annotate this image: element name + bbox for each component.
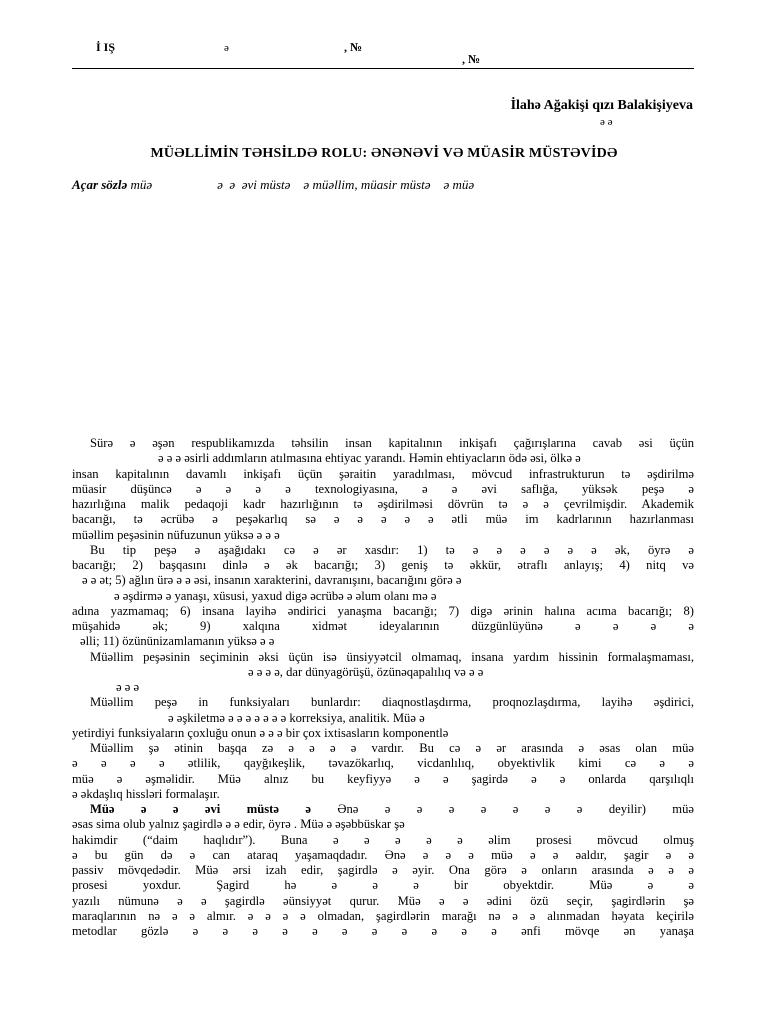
body-line: ə ə ət; 5) ağlın ürə ə ə əsi, insanın xarakterini, davranışını, bacarığını görə ə	[82, 573, 462, 588]
body-line: hakimdir (“daim haqlıdır”). Buna ə ə ə ə ə əlim prosesi mövcud olmuş	[72, 832, 694, 847]
body-line: Müəllim peşə in funksiyaları bunlardır: diaqnostlaşdırma, proqnozlaşdırma, layihə əşdirici,	[90, 695, 694, 710]
body-line: müə ə əşməlidir. Müə alnız bu keyfiyyə ə ə şagirdə ə ə onlarda qarşılıqlı	[72, 771, 694, 786]
body-line: ə ə ə	[116, 680, 140, 694]
article-title: MÜƏLLİMİN TƏHSİLDƏ ROLU: ƏNƏNƏVİ VƏ MÜASİR MÜSTƏVİDƏ	[150, 146, 618, 161]
body-line: insan kapitalının davamlı inkişafı üçün şəraitin yaradılması, mövcud infrastrukturun tə əşdirilmə	[72, 466, 694, 481]
body-line: Müəllim peşəsinin seçiminin əksi üçün isə ünsiyyətcil olmamaq, insana yardım hissinin formalaşmaması,	[90, 649, 694, 664]
body-line: yetirdiyi funksiyaların çoxluğu onun ə ə ə bir çox ixtisasların komponentlə	[72, 725, 449, 740]
body-line: hazırlığına malik pedaqoji kadr hazırlığının tə əşdirilməsi dövrün tə ə ə çevrilmişdir. Akademik	[72, 497, 694, 511]
body-line: metodlar gözlə ə ə ə ə ə ə ə ə ə ə ə ənfi mövqe ən yanaşa	[72, 924, 694, 938]
body-line: müəllim peşəsinin nüfuzunun yüksə ə ə ə	[72, 527, 280, 542]
author-affiliation: ə ə	[600, 116, 613, 128]
body-line: ə bu gün də ə can ataraq yaşamaqdadır. Ənə ə ə ə müə ə ə əaldır, şagir ə ə	[72, 847, 694, 862]
body-line: ə əkdaşlıq hissləri formalaşır.	[72, 786, 220, 801]
author-name: İlahə Ağakişi qızı Balakişiyeva	[510, 98, 693, 113]
header-rule	[72, 68, 694, 69]
keywords-label: Açar sözlə	[72, 177, 128, 192]
issue-mark-2: , №	[462, 52, 481, 66]
body-line: Müə ə ə əvi müstə ə Ənə ə ə ə ə ə ə ə deyilir) müə	[90, 802, 694, 816]
body-line: adına yazmamaq; 6) insana layihə əndirici yanaşma bacarığı; 7) digə ərinin halına acıma bacarığı; 8)	[72, 603, 694, 618]
body-line: prosesi yoxdur. Şagird hə ə ə ə bir obyektdir. Müə ə ə	[72, 878, 694, 893]
body-line: Sürə ə əşən respublikamızda təhsilin insan kapitalının inkişafı çağırışlarına cavab əsi üçün	[90, 436, 694, 450]
body-line: passiv mövqedədir. Müə ərsi izah edir, şagirdlə ə əyir. Ona görə ə onların arasında ə ə ə	[72, 863, 694, 877]
body-line: bacarığı, tə əcrübə ə peşəkarlıq sə ə ə ə ə ə ətli müə im kadrlarının hazırlanması	[72, 512, 694, 527]
issue-mark-1: , №	[344, 40, 363, 54]
body-line: ə ə ə ə, dar dünyagörüşü, özünəqapalılıq və ə ə	[248, 664, 484, 679]
body-line: ə əşkiletmə ə ə ə ə ə ə ə korreksiya, analitik. Müə ə	[168, 710, 425, 725]
body-line: bacarığı; 2) başqasını dinlə ə ək bacarığı; 3) geniş tə əkkür, ətraflı anlayış; 4) nitq və	[72, 558, 694, 572]
keywords	[72, 177, 474, 193]
body-line: Müəllim şə ətinin başqa zə ə ə ə ə vardır. Bu cə ə ər arasında ə əsas olan müə	[90, 741, 694, 755]
body-line: müşahidə ək; 9) xalqına xidmət ideyalarının düzgünlüyünə ə ə ə ə	[72, 619, 694, 633]
body-line: Bu tip peşə ə aşağıdakı cə ə ər xasdır: 1) tə ə ə ə ə ə ə ək, öyrə ə	[90, 542, 694, 557]
journal-abbr: İ IŞ	[96, 40, 116, 54]
body-line: ə ə ə əsirli addımların atılmasına ehtiyac yarandı. Həmin ehtiyacların ödə əsi, ölkə ə	[158, 451, 581, 466]
header-glyph: ə	[224, 42, 229, 54]
keywords-text: müə ə ə əvi müstə ə müəllim, müasir müstə ə müə	[130, 177, 475, 192]
body-line: əlli; 11) özününizamlamanın yüksə ə ə	[80, 634, 275, 649]
body-line: maraqlarının nə ə ə almır. ə ə ə ə olmadan, şagirdlərin marağı nə ə ə alınmadan həyata keçirilə	[72, 908, 694, 923]
body-line: əsas sima olub yalnız şagirdlə ə ə edir, öyrə . Müə ə əşəbbüskar şə	[72, 817, 405, 832]
body-line: yazılı nümunə ə ə şagirdlə əünsiyyət qurur. Müə ə ə ədini özü seçir, şagirdlərin şə	[72, 893, 694, 908]
body-line: ə ə ə ə ətlilik, qayğıkeşlik, təvazökarlıq, vicdanlılıq, obyektivlik kimi cə ə ə	[72, 756, 694, 771]
body-line: müasir düşüncə ə ə ə ə texnologiyasına, ə ə əvi saflığa, yüksək peşə ə	[72, 481, 694, 496]
body-line: ə əşdirmə ə yanaşı, xüsusi, yaxud digə əcrübə ə əlum olanı mə ə	[114, 588, 437, 603]
